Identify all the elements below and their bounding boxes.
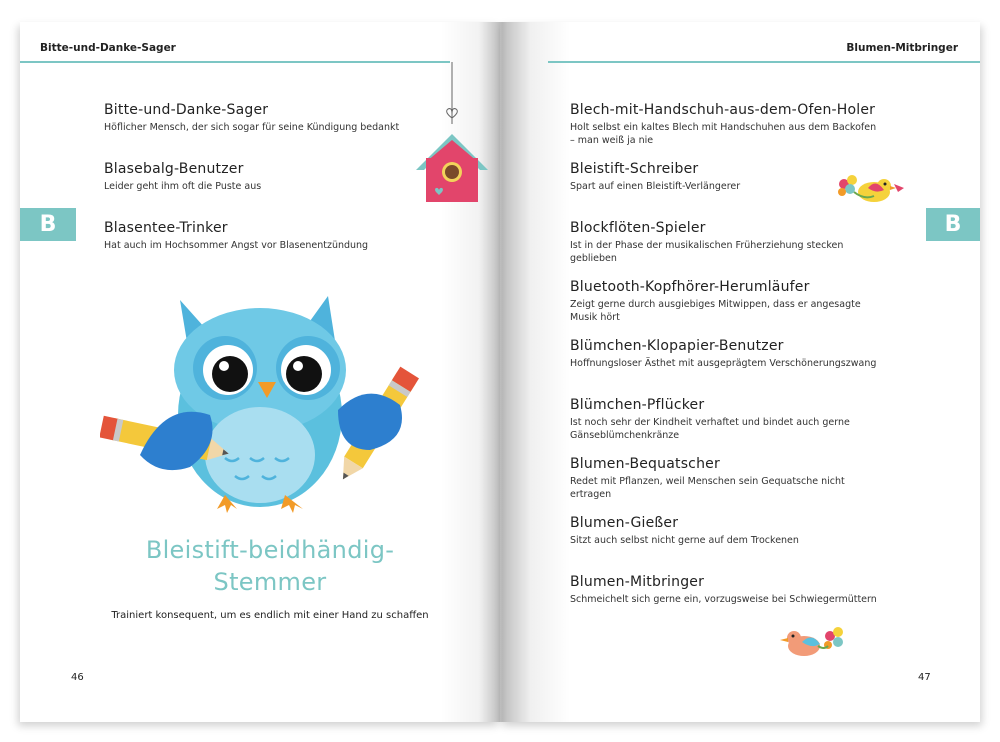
entry-definition-line: ertragen xyxy=(570,489,612,500)
featured-term-line1: Bleistift-beidhändig- xyxy=(145,536,395,564)
dictionary-entry xyxy=(104,161,444,193)
dictionary-entry xyxy=(104,102,444,134)
featured-term-line2: Stemmer xyxy=(213,568,327,596)
entry-term: Bitte-und-Danke-Sager xyxy=(104,102,269,118)
left-header-rule xyxy=(20,61,450,63)
entry-definition-line: geblieben xyxy=(570,253,617,264)
entry-definition-line: Spart auf einen Bleistift-Verlängerer xyxy=(570,181,741,192)
entry-definition-line: Zeigt gerne durch ausgiebiges Mitwippen, dass er angesagte xyxy=(570,299,861,310)
entry-term: Blümchen-Pflücker xyxy=(570,397,705,413)
dictionary-entry xyxy=(570,279,910,324)
entry-definition-line: Musik hört xyxy=(570,312,620,323)
dictionary-entry xyxy=(570,574,910,606)
entry-definition: Höflicher Mensch, der sich sogar für seine Kündigung bedankt xyxy=(104,122,400,133)
birdhouse-icon xyxy=(412,62,492,207)
dictionary-entry xyxy=(104,220,444,252)
left-page-number: 46 xyxy=(71,672,84,683)
entry-term: Bleistift-Schreiber xyxy=(570,161,699,177)
right-running-head: Blumen-Mitbringer xyxy=(846,42,958,54)
right-header-rule xyxy=(548,61,980,63)
entry-definition: Hat auch im Hochsommer Angst vor Blasenentzündung xyxy=(104,240,369,251)
left-running-head: Bitte-und-Danke-Sager xyxy=(40,42,176,54)
entry-definition-line: Gänseblümchenkränze xyxy=(570,430,680,441)
dictionary-entry xyxy=(570,338,910,370)
entry-definition-line: Schmeichelt sich gerne ein, vorzugsweise bei Schwiegermüttern xyxy=(570,594,877,605)
entry-term: Blümchen-Klopapier-Benutzer xyxy=(570,338,784,354)
entry-definition-line: Holt selbst ein kaltes Blech mit Handschuhen aus dem Backofen xyxy=(570,122,877,133)
dictionary-entry xyxy=(570,515,910,547)
entry-definition: Leider geht ihm oft die Puste aus xyxy=(104,181,262,192)
entry-term: Blech-mit-Handschuh-aus-dem-Ofen-Holer xyxy=(570,102,876,118)
right-letter-tab: B xyxy=(926,208,980,241)
entry-definition-line: – man weiß ja nie xyxy=(570,135,654,146)
entry-definition-line: Redet mit Pflanzen, weil Menschen sein Gequatsche nicht xyxy=(570,476,845,487)
entry-term: Blockflöten-Spieler xyxy=(570,220,706,236)
featured-term xyxy=(110,534,430,598)
bird-with-flowers-icon xyxy=(834,172,906,206)
entry-term: Blasebalg-Benutzer xyxy=(104,161,244,177)
dictionary-entry xyxy=(570,102,920,147)
entry-term: Blumen-Mitbringer xyxy=(570,574,705,590)
right-page-number: 47 xyxy=(918,672,931,683)
entry-definition-line: Ist noch sehr der Kindheit verhaftet und bindet auch gerne xyxy=(570,417,850,428)
dictionary-entry xyxy=(570,456,910,501)
entry-definition-line: Sitzt auch selbst nicht gerne auf dem Trockenen xyxy=(570,535,799,546)
entry-term: Bluetooth-Kopfhörer-Herumläufer xyxy=(570,279,810,295)
entry-definition-line: Ist in der Phase der musikalischen Früherziehung stecken xyxy=(570,240,844,251)
entry-definition-line: Hoffnungsloser Ästhet mit ausgeprägtem Verschönerungszwang xyxy=(570,358,877,369)
owl-with-pencils-icon xyxy=(100,290,430,525)
dictionary-entry xyxy=(570,397,910,442)
dictionary-entry xyxy=(570,220,910,265)
entry-term: Blumen-Gießer xyxy=(570,515,679,531)
bird-with-flowers-icon xyxy=(774,624,848,660)
featured-definition: Trainiert konsequent, um es endlich mit einer Hand zu schaffen xyxy=(111,610,429,621)
entry-term: Blasentee-Trinker xyxy=(104,220,228,236)
left-letter-tab: B xyxy=(20,208,76,241)
entry-term: Blumen-Bequatscher xyxy=(570,456,720,472)
